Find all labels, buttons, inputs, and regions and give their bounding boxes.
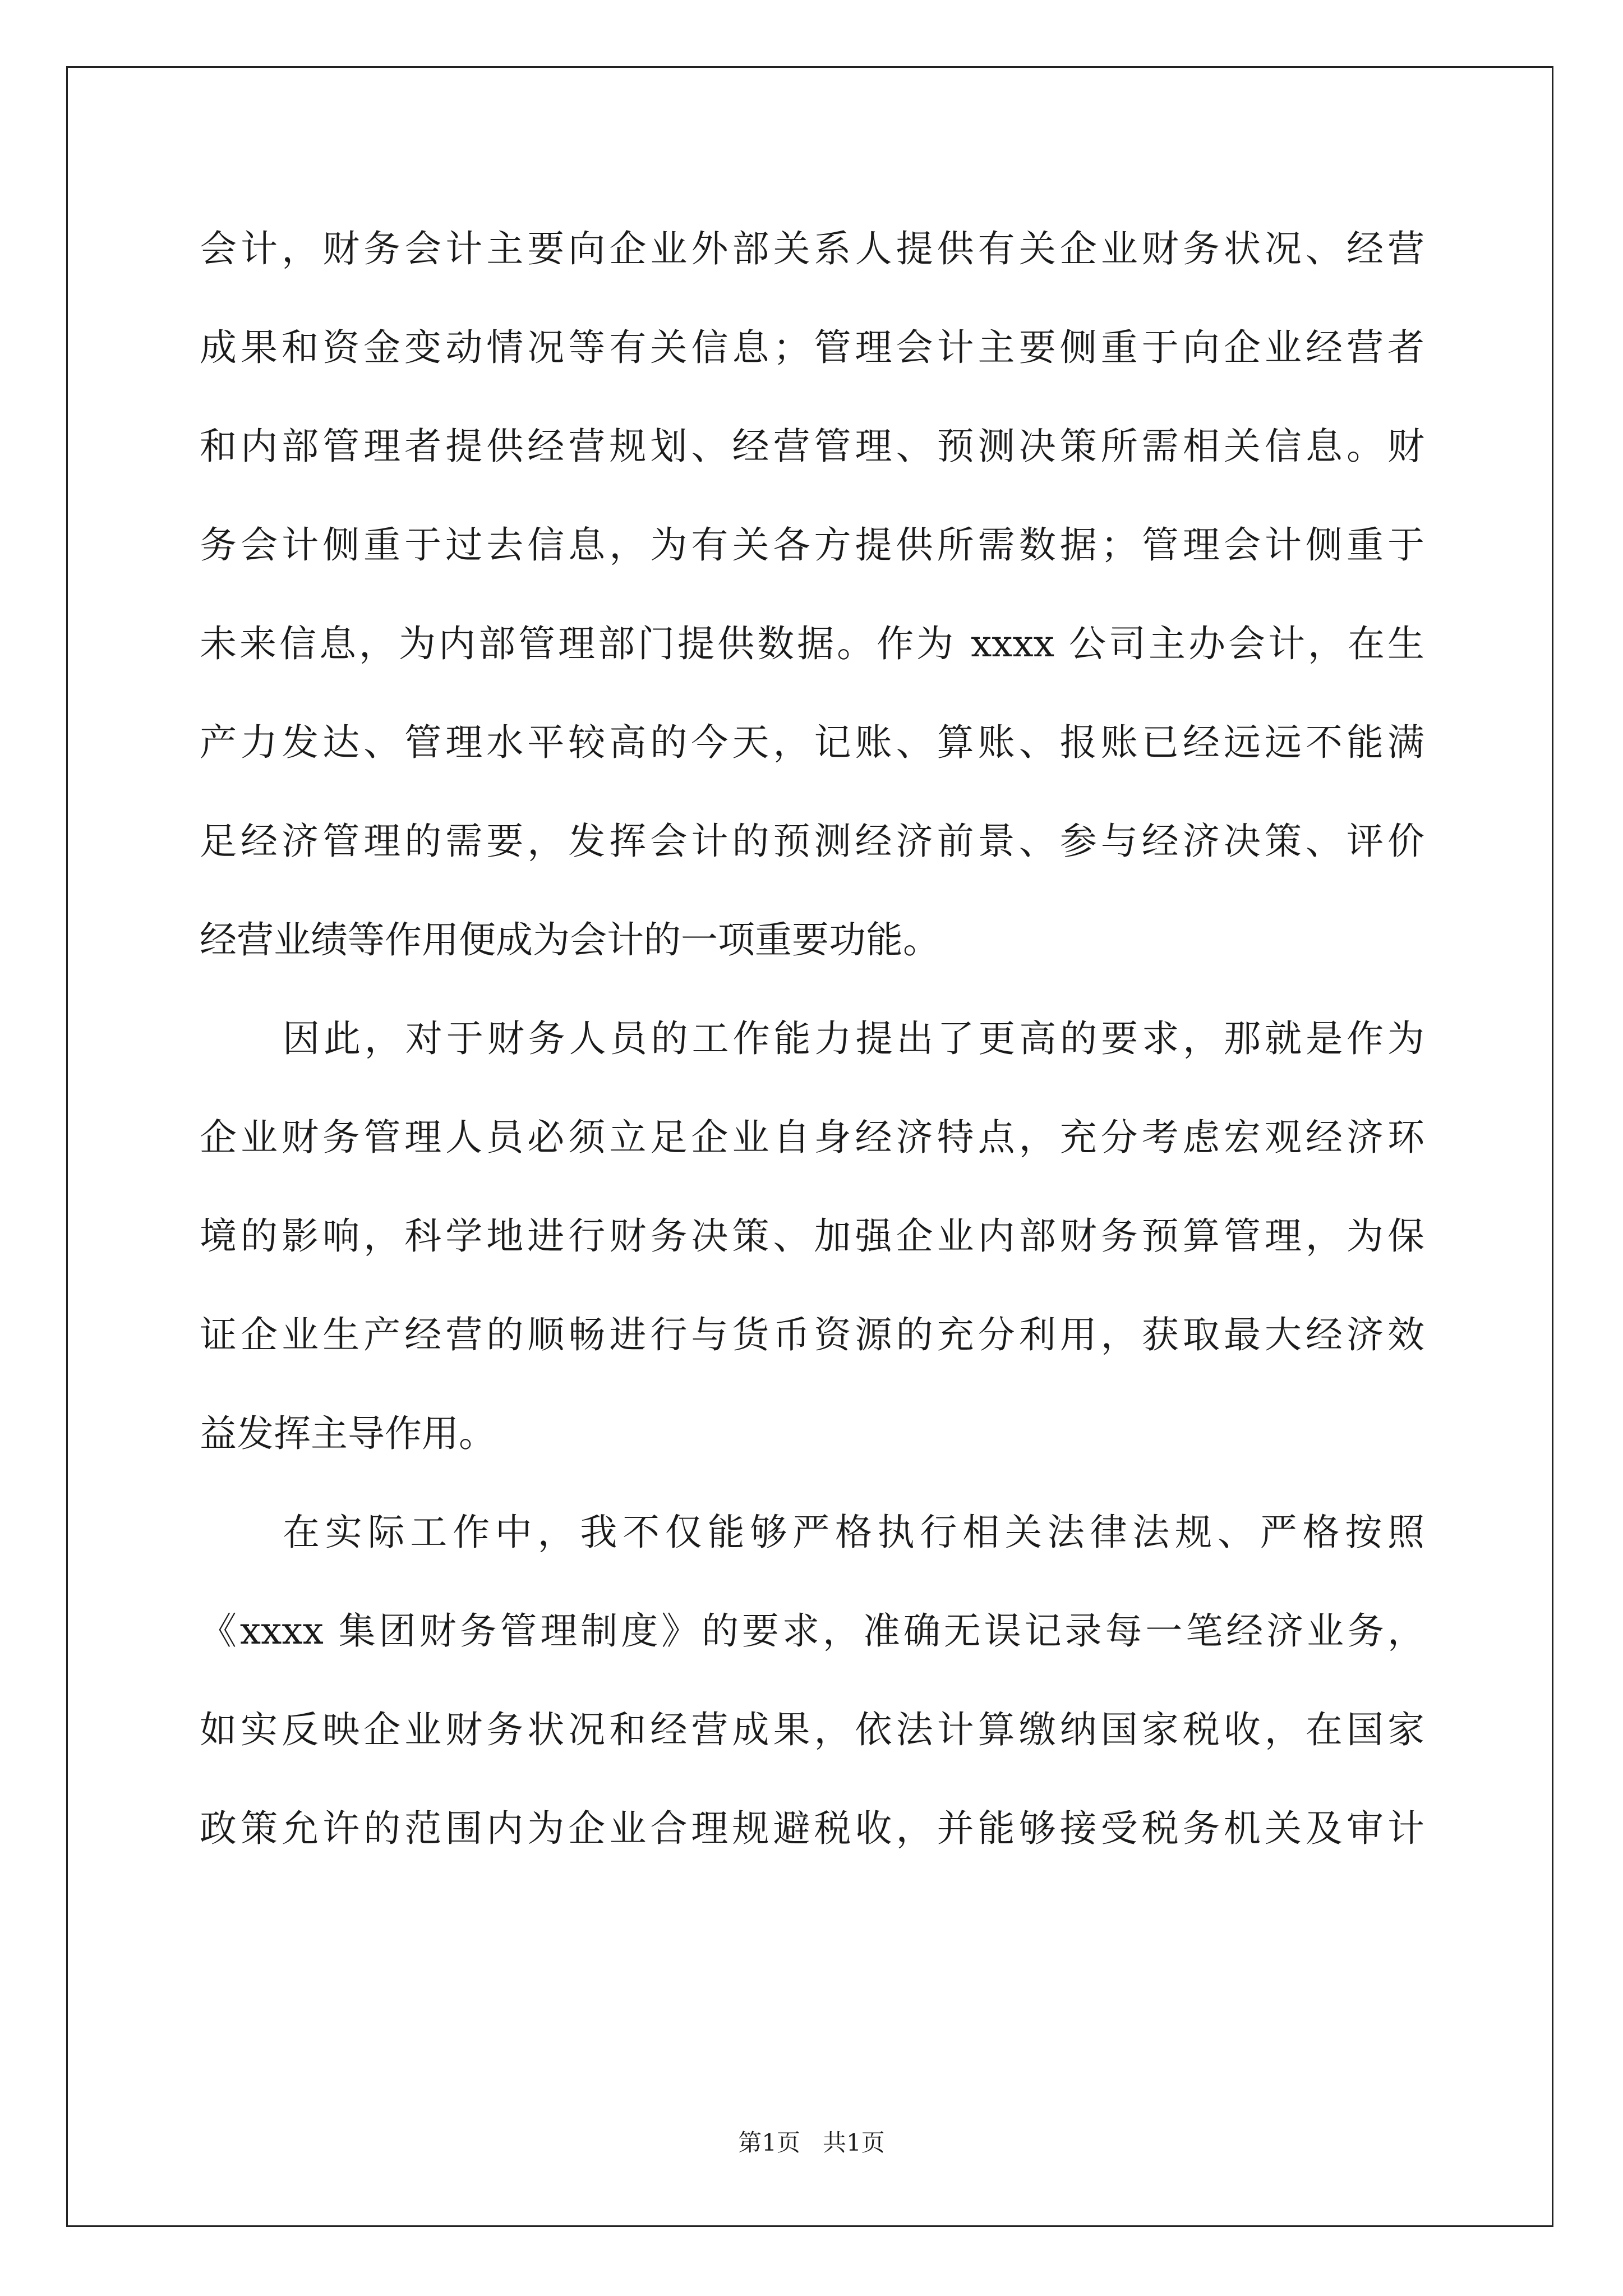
text-line: 政策允许的范围内为企业合理规避税收，并能够接受税务机关及审计 — [200, 1807, 1424, 1850]
page-footer: 第1页 共1页 — [738, 2129, 885, 2156]
text-line: 益发挥主导作用。 — [200, 1412, 496, 1455]
document-body — [200, 200, 1424, 1878]
text-line: 境的影响，科学地进行财务决策、加强企业内部财务预算管理，为保 — [200, 1214, 1424, 1258]
text-line: 在实际工作中，我不仅能够严格执行相关法律法规、严格按照 — [283, 1511, 1424, 1554]
text-line: 未来信息，为内部管理部门提供数据。作为 xxxx 公司主办会计，在生 — [200, 622, 1424, 665]
text-line: 足经济管理的需要，发挥会计的预测经济前景、参与经济决策、评价 — [200, 820, 1424, 863]
text-line: 和内部管理者提供经营规划、经营管理、预测决策所需相关信息。财 — [200, 425, 1424, 468]
text-line: 如实反映企业财务状况和经营成果，依法计算缴纳国家税收，在国家 — [200, 1708, 1424, 1751]
text-line: 证企业生产经营的顺畅进行与货币资源的充分利用，获取最大经济效 — [200, 1313, 1424, 1356]
text-line: 成果和资金变动情况等有关信息；管理会计主要侧重于向企业经营者 — [200, 326, 1424, 369]
text-line: 《xxxx 集团财务管理制度》的要求，准确无误记录每一笔经济业务， — [200, 1609, 1424, 1653]
paragraph-3 — [200, 1483, 1424, 1878]
text-line: 企业财务管理人员必须立足企业自身经济特点，充分考虑宏观经济环 — [200, 1116, 1424, 1159]
paragraph-1 — [200, 200, 1424, 990]
text-line: 产力发达、管理水平较高的今天，记账、算账、报账已经远远不能满 — [200, 721, 1424, 764]
text-line: 因此，对于财务人员的工作能力提出了更高的要求，那就是作为 — [283, 1017, 1424, 1060]
text-line: 务会计侧重于过去信息，为有关各方提供所需数据；管理会计侧重于 — [200, 523, 1424, 567]
text-line: 经营业绩等作用便成为会计的一项重要功能。 — [200, 918, 940, 961]
paragraph-2 — [200, 990, 1424, 1483]
text-line: 会计，财务会计主要向企业外部关系人提供有关企业财务状况、经营 — [200, 227, 1424, 270]
